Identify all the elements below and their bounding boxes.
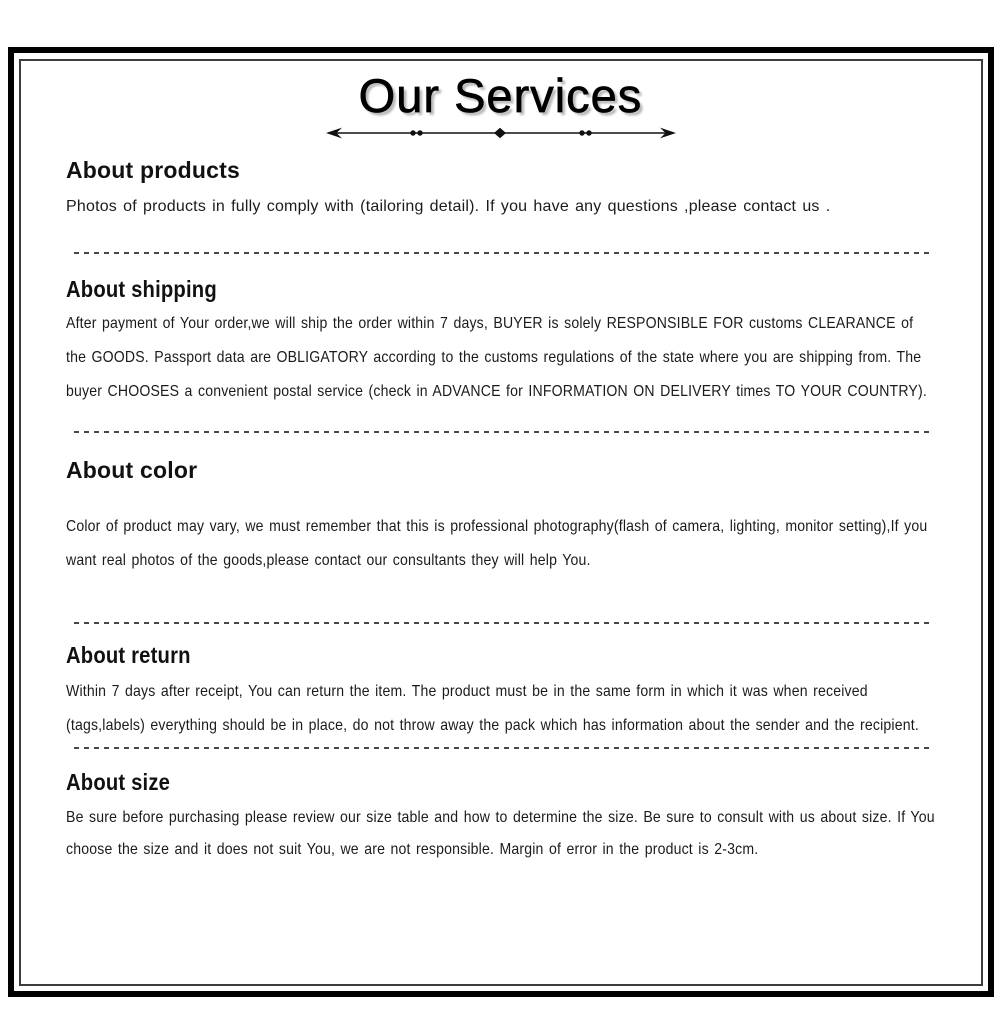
section-about-color: [66, 457, 935, 578]
dashed-divider: [74, 431, 933, 433]
section-body-size: Be sure before purchasing please review our size table and how to determine the size. Be sure to consult with us about size. If You choose the size and it does not suit You, we are not responsible. Margin of error in the product is 2-3cm.: [66, 809, 935, 859]
section-body-shipping: After payment of Your order,we will ship the order within 7 days, BUYER is solely RESPONSIBLE FOR customs CLEARANCE of the GOODS. Passport data are OBLIGATORY according to the customs regulations of the state where you are shipping from. The buyer CHOOSES a convenient postal service (check in ADVANCE for INFORMATION ON DELIVERY times TO YOUR COUNTRY).: [66, 315, 927, 401]
page-frame-inner: [19, 59, 983, 986]
section-body-color: Color of product may vary, we must remember that this is professional photography(flash of camera, lighting, monitor setting),If you want real photos of the goods,please contact our consultants they will help You.: [66, 518, 928, 570]
services-document: [21, 61, 981, 984]
section-body-return: Within 7 days after receipt, You can return the item. The product must be in the same form in which it was when received (tags,labels) everything should be in place, do not throw away the pack which has information about the sender and the recipient.: [66, 683, 919, 735]
section-about-size: [66, 769, 935, 866]
dashed-divider: [74, 252, 933, 254]
arrow-line-divider-icon: [325, 125, 677, 141]
dashed-divider: [74, 747, 933, 749]
section-heading-products: About products: [66, 157, 240, 184]
dashed-divider: [74, 622, 933, 624]
section-about-shipping: [66, 276, 935, 409]
section-heading-size: About size: [66, 769, 171, 796]
section-heading-shipping: About shipping: [66, 276, 217, 303]
section-body-products: Photos of products in fully comply with (tailoring detail). If you have any questions ,please contact us .: [66, 198, 831, 216]
page-frame-outer: [8, 47, 994, 997]
section-heading-return: About return: [66, 642, 191, 669]
section-heading-color: About color: [66, 457, 198, 484]
page-title: Our Services: [358, 69, 643, 122]
section-about-products: [66, 157, 935, 224]
section-about-return: [66, 642, 935, 743]
